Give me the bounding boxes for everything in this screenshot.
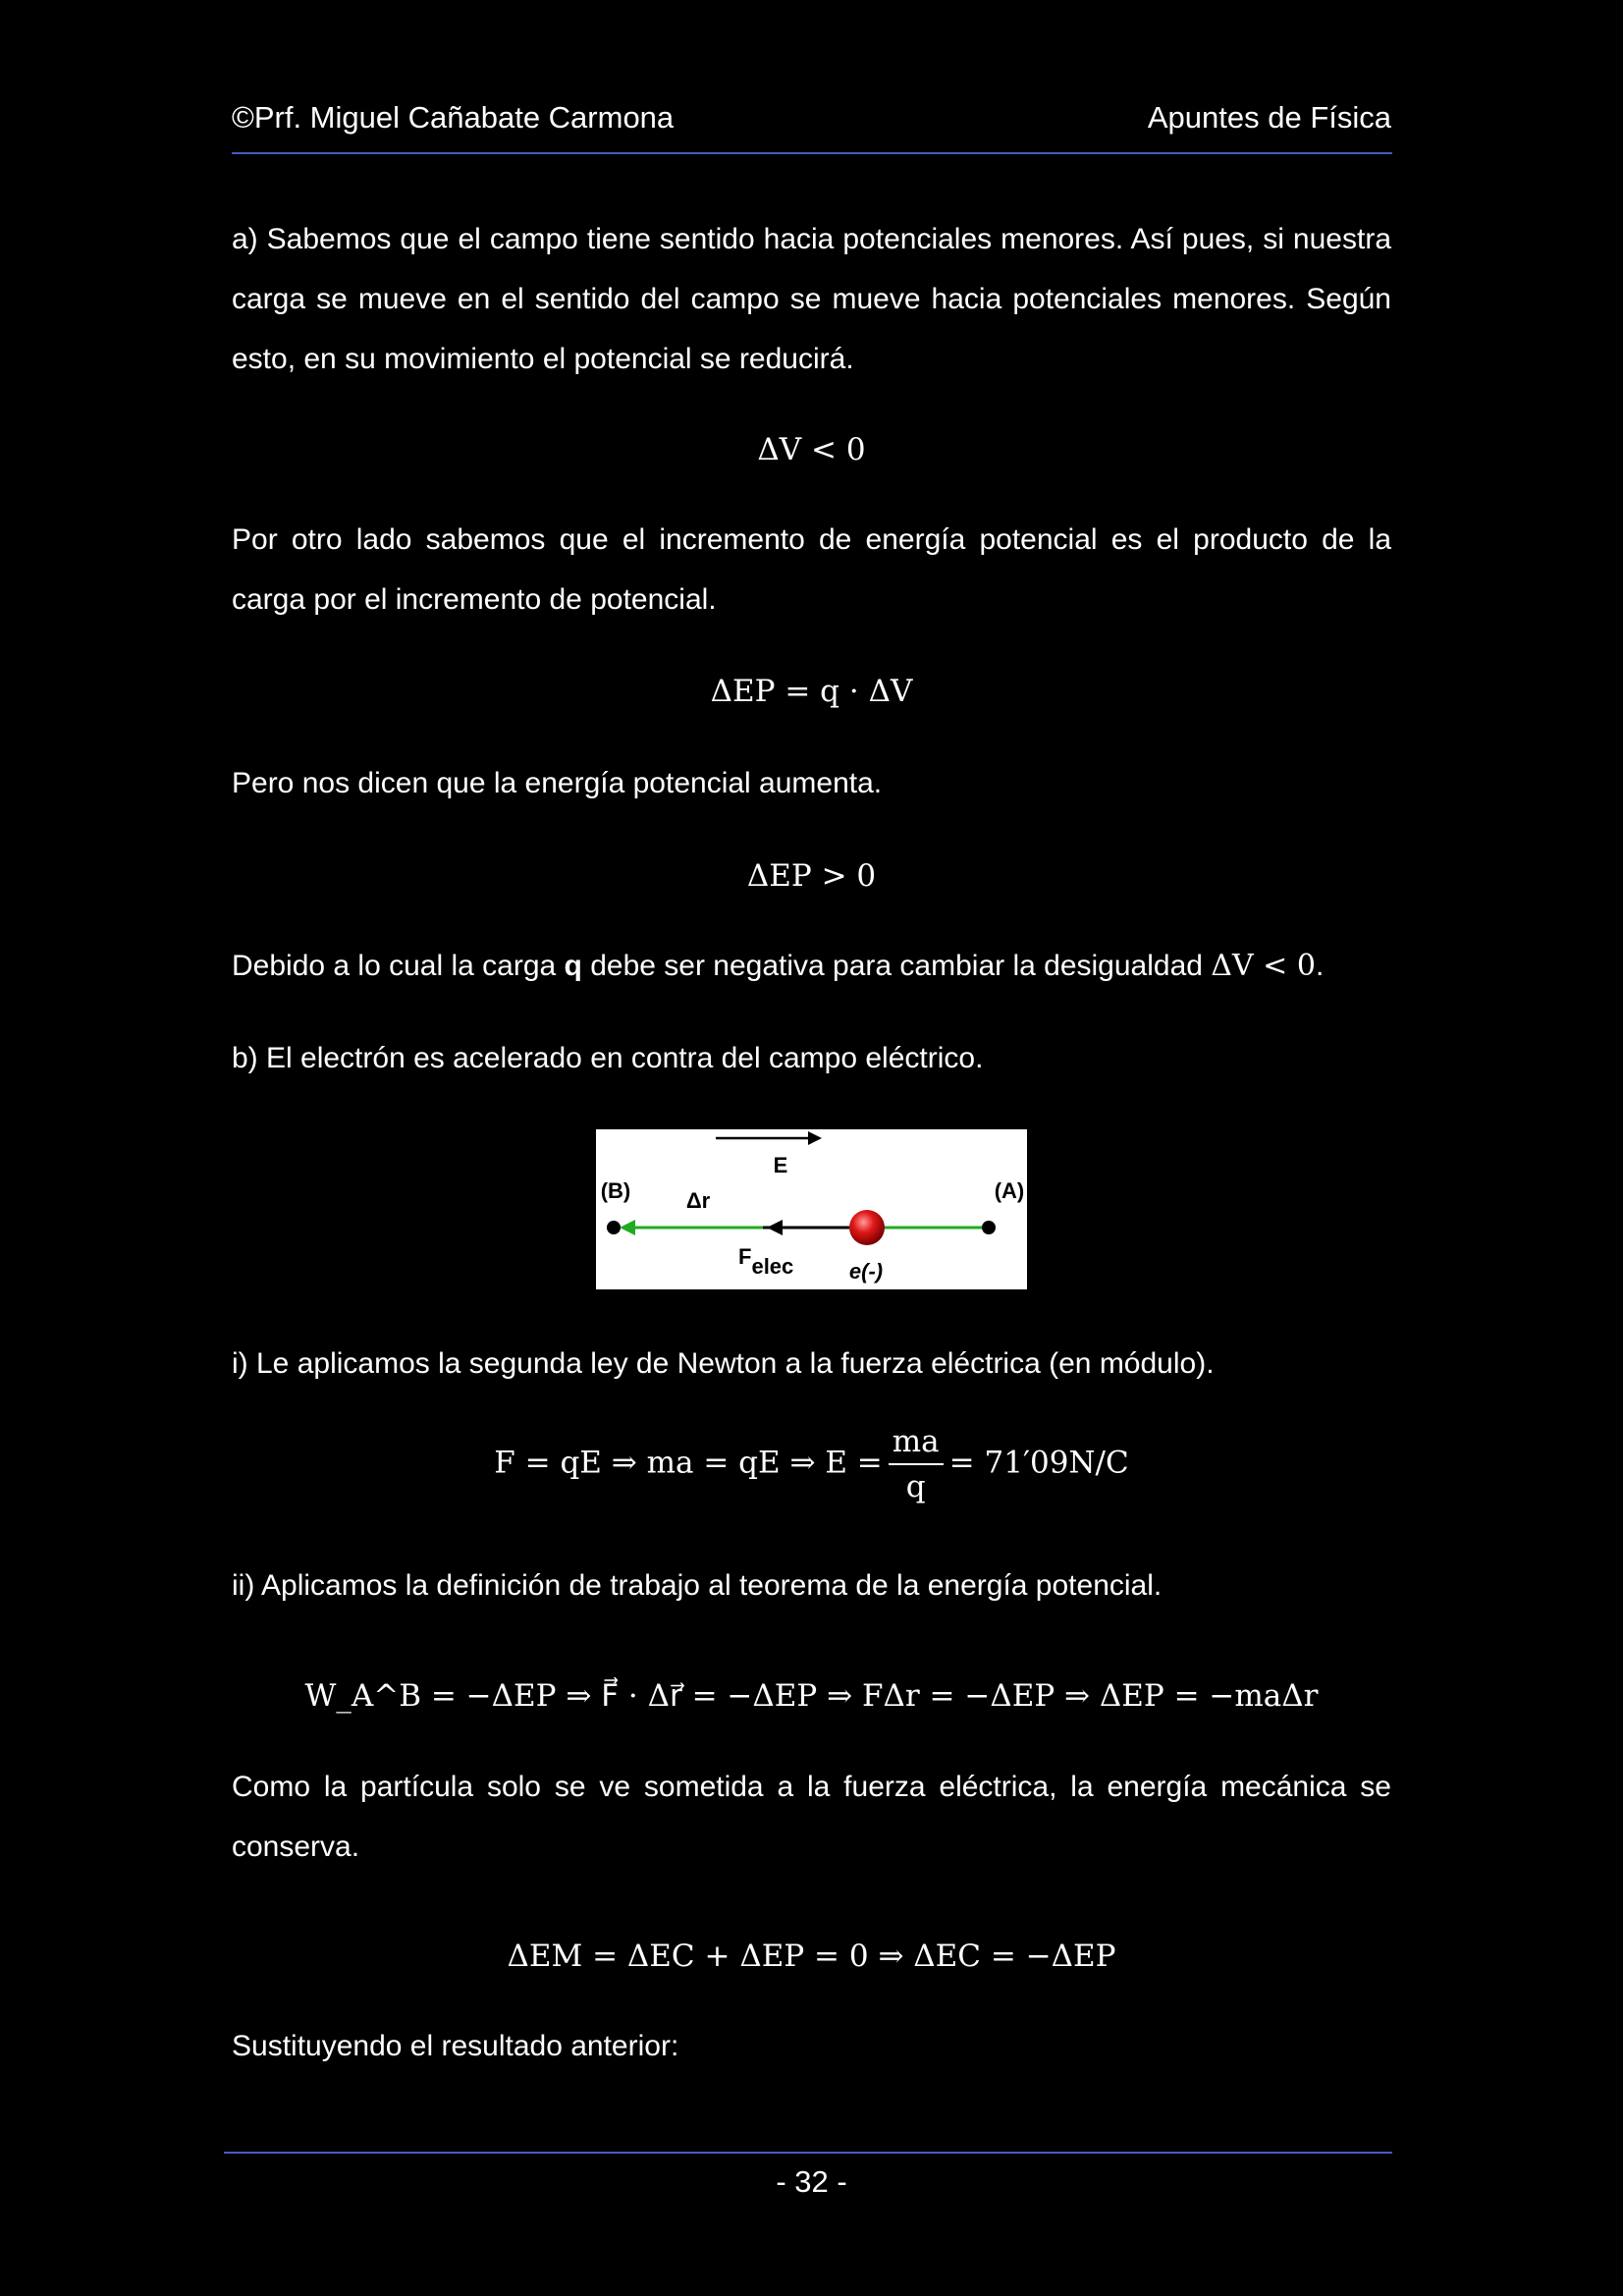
field-arrowhead bbox=[808, 1131, 822, 1145]
paragraph-work: ii) Aplicamos la definición de trabajo al teorema de la energía potencial. bbox=[232, 1569, 1163, 1602]
label-point-a: (A) bbox=[994, 1178, 1025, 1203]
paragraph-conservation: Como la partícula solo se ve sometida a la fuerza eléctrica, la energía mecánica se conserva. bbox=[232, 1771, 1391, 1863]
equation-newton bbox=[0, 1422, 1623, 1506]
equation-newton-right: = 71′09N/C bbox=[948, 1445, 1129, 1481]
force-arrowhead bbox=[767, 1220, 783, 1235]
point-a-dot bbox=[982, 1221, 996, 1234]
label-force-sub: elec bbox=[751, 1254, 794, 1279]
p4-text-a: Debido a lo cual la carga bbox=[232, 950, 565, 982]
fraction-denominator: q bbox=[905, 1469, 926, 1504]
label-delta-r: Δr bbox=[685, 1188, 711, 1213]
header-title: Apuntes de Física bbox=[1147, 100, 1391, 135]
paragraph-energy: Por otro lado sabemos que el incremento de energía potencial es el producto de la carga por el incremento de potencial. bbox=[232, 523, 1391, 616]
paragraph-negative-charge bbox=[232, 936, 1391, 996]
equation-work-text: W_A^B = −ΔEP ⇒ F⃗ · Δr⃗ = −ΔEP ⇒ FΔr = −ΔEP ⇒ ΔEP = −maΔr bbox=[304, 1678, 1319, 1714]
p4-inline-math: ΔV < 0 bbox=[1211, 949, 1316, 983]
equation-mechanical-energy-text: ΔEM = ΔEC + ΔEP = 0 ⇒ ΔEC = −ΔEP bbox=[507, 1939, 1116, 1974]
label-force bbox=[738, 1244, 793, 1279]
equation-ep-qv bbox=[0, 670, 1623, 713]
equation-newton-left: F = qE ⇒ ma = qE ⇒ E = bbox=[494, 1445, 883, 1481]
label-point-b: (B) bbox=[600, 1178, 631, 1203]
p4-charge-q: q bbox=[564, 950, 582, 982]
paragraph-b: b) El electrón es acelerado en contra del campo eléctrico. bbox=[232, 1042, 984, 1074]
equation-delta-v-text: ΔV < 0 bbox=[757, 432, 866, 467]
p4-text-c: debe ser negativa para cambiar la desigualdad bbox=[581, 950, 1212, 982]
paragraph-substitute: Sustituyendo el resultado anterior: bbox=[232, 2030, 679, 2062]
footer-rule bbox=[224, 2152, 1392, 2154]
equation-mechanical-energy bbox=[0, 1935, 1623, 1978]
point-b-dot bbox=[607, 1221, 621, 1234]
p4-text-e: . bbox=[1315, 950, 1325, 982]
fraction-numerator: ma bbox=[889, 1422, 944, 1465]
paragraph-increase: Pero nos dicen que la energía potencial aumenta. bbox=[232, 767, 883, 799]
equation-ep-qv-text: ΔEP = q · ΔV bbox=[710, 674, 913, 709]
label-field-e: E bbox=[773, 1153, 788, 1177]
label-force-main: F bbox=[738, 1244, 752, 1269]
equation-newton-fraction bbox=[889, 1422, 944, 1506]
equation-ep-positive-text: ΔEP > 0 bbox=[746, 858, 877, 894]
header-rule bbox=[232, 152, 1392, 154]
field-diagram bbox=[596, 1129, 1027, 1289]
paragraph-a: a) Sabemos que el campo tiene sentido hacia potenciales menores. Así pues, si nuestra carga se mueve en el sentido del campo se mueve hacia potenciales menores. Según esto, en su movimiento el potencial se reducirá. bbox=[232, 223, 1391, 375]
equation-work bbox=[0, 1674, 1623, 1718]
page-number: - 32 - bbox=[776, 2164, 847, 2199]
paragraph-newton: i) Le aplicamos la segunda ley de Newton a la fuerza eléctrica (en módulo). bbox=[232, 1347, 1215, 1380]
equation-delta-v bbox=[0, 428, 1623, 471]
electron-charge bbox=[849, 1210, 885, 1245]
header-author: ©Prf. Miguel Cañabate Carmona bbox=[232, 100, 675, 135]
label-electron: e(-) bbox=[848, 1259, 884, 1284]
displacement-arrowhead bbox=[620, 1220, 635, 1235]
equation-ep-positive bbox=[0, 854, 1623, 898]
